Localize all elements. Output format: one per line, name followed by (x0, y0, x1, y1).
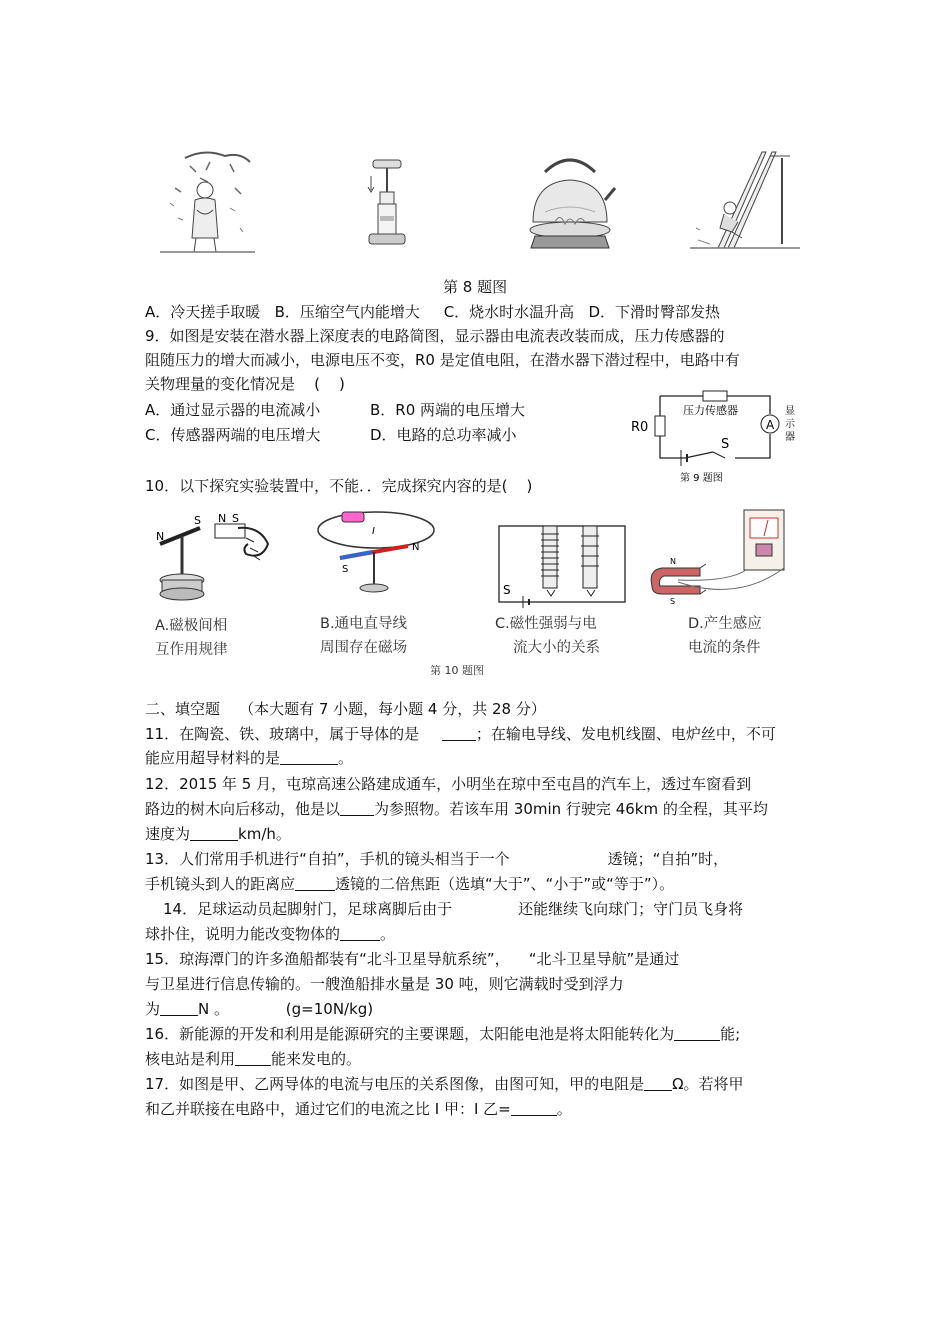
slide-figure (690, 148, 800, 258)
q10-figure-d (648, 506, 808, 610)
q15-line2: 与卫星进行信息传输的。一艘渔船排水量是 30 吨，则它满载时受到浮力 (145, 975, 624, 993)
fig8-caption: 第 8 题图 (443, 278, 508, 296)
q10-caption-a1: A.磁极间相 (155, 618, 228, 634)
q10-caption-c1: C.磁性强弱与电 (495, 616, 597, 632)
air-pump-figure (365, 158, 410, 250)
svg-text:S: S (503, 583, 511, 597)
q10-figure-b (310, 500, 440, 600)
q13-blank-2[interactable] (295, 874, 335, 891)
display-label-2: 示 (785, 419, 795, 430)
q10-figure-a (150, 508, 280, 608)
switch-label: S (721, 437, 730, 452)
q12-line2: 路边的树木向后移动，他是以 为参照物。若该车用 30min 行驶完 46km 的全程，其平均 (145, 800, 768, 818)
svg-text:S: S (670, 597, 676, 606)
q10-caption-b2: 周围存在磁场 (320, 640, 407, 656)
q9-line1: 9．如图是安装在潜水器上深度表的电路简图，显示器由电流表改装而成，压力传感器的 (145, 327, 725, 345)
q10-figure-c (495, 516, 630, 608)
q11-line1: 11．在陶瓷、铁、玻璃中，属于导体的是 ；在输电导线、发电机线圈、电炉丝中，不可 (145, 725, 776, 743)
q15-blank[interactable] (160, 999, 198, 1016)
q13-line2: 手机镜头到人的距离应 透镜的二倍焦距（选填“大于”、“小于”或“等于”）。 (145, 875, 675, 893)
svg-text:N: N (412, 542, 420, 553)
q9-line3: 关物理量的变化情况是 ( ) (145, 375, 345, 393)
q11-line2: 能应用超导材料的是 。 (145, 749, 354, 767)
svg-text:N: N (670, 557, 676, 566)
q10-caption-b1: B.通电直导线 (320, 616, 408, 632)
q14-line1: 14．足球运动员起脚射门，足球离脚后由于 还能继续飞向球门；守门员飞身将 (163, 900, 744, 918)
ammeter-label: A (766, 418, 775, 432)
r0-resistor (655, 416, 665, 436)
q15-line3: 为 N 。 (g=10N/kg) (145, 1000, 374, 1018)
q13-line1: 13．人们常用手机进行“自拍”，手机的镜头相当于一个 透镜；“自拍”时， (145, 850, 729, 868)
q15-line1: 15．琼海潭门的许多渔船都装有“北斗卫星导航系统”， “北斗卫星导航”是通过 (145, 950, 680, 968)
q11-blank-2[interactable] (280, 748, 338, 765)
section-2-heading: 二、填空题 （本大题有 7 小题，每小题 4 分，共 28 分） (145, 700, 546, 718)
svg-text:S: S (232, 512, 239, 525)
q9-option-c: C．传感器两端的电压增大 (145, 426, 321, 444)
q9-option-d: D．电路的总功率减小 (370, 426, 517, 444)
q10-caption-d2: 电流的条件 (688, 640, 761, 656)
svg-text:S: S (194, 514, 201, 527)
fixed-resistor (703, 391, 727, 401)
r0-label: R0 (631, 420, 649, 435)
q11-blank-1[interactable] (442, 724, 476, 741)
q12-blank-1[interactable] (340, 799, 374, 816)
q10-caption-c2: 流大小的关系 (513, 640, 600, 656)
q9-circuit-diagram (625, 386, 805, 486)
q9-line2: 阻随压力的增大而减小，电源电压不变，R0 是定值电阻，在潜水器下潜过程中，电路中有 (145, 351, 740, 369)
svg-text:S: S (342, 564, 349, 575)
snowman-hands-figure (160, 148, 255, 258)
q17-line1: 17．如图是甲、乙两导体的电流与电压的关系图像，由图可知，甲的电阻是 Ω。若将甲 (145, 1075, 744, 1093)
svg-text:N: N (156, 530, 165, 543)
q10-caption-a2: 互作用规律 (155, 642, 228, 658)
q14-line2: 球扑住，说明力能改变物体的 。 (145, 925, 396, 943)
q14-blank-2[interactable] (340, 924, 380, 941)
svg-text:I: I (372, 526, 375, 537)
q16-line1: 16．新能源的开发和利用是能源研究的主要课题，太阳能电池是将太阳能转化为 能; (145, 1025, 741, 1043)
q12-line1: 12．2015 年 5 月，屯琼高速公路建成通车，小明坐在琼中至屯昌的汽车上，透过车窗看到 (145, 775, 752, 793)
q17-blank-1[interactable] (644, 1074, 672, 1091)
q9-option-a: A．通过显示器的电流减小 (145, 401, 321, 419)
q16-line2: 核电站是利用 能来发电的。 (145, 1050, 362, 1068)
q17-line2: 和乙并联接在电路中，通过它们的电流之比 I 甲：I 乙= 。 (145, 1100, 572, 1118)
q8-options: A．冷天搓手取暖 B．压缩空气内能增大 C．烧水时水温升高 D．下滑时臀部发热 (145, 303, 721, 321)
q17-blank-2[interactable] (511, 1099, 557, 1116)
display-label-1: 显 (785, 406, 795, 417)
kettle-figure (525, 152, 615, 258)
q12-blank-2[interactable] (190, 824, 238, 841)
q10-stem: 10．以下探究实验装置中，不能．．完成探究内容的是( ) (145, 477, 533, 495)
q10-caption-d1: D.产生感应 (688, 616, 762, 632)
q16-blank-1[interactable] (674, 1024, 720, 1041)
svg-text:N: N (218, 512, 227, 525)
display-label-3: 器 (785, 432, 795, 443)
q9-option-b: B．R0 两端的电压增大 (370, 401, 526, 419)
sensor-label: 压力传感器 (683, 404, 738, 417)
q16-blank-2[interactable] (235, 1049, 271, 1066)
q10-figure-caption: 第 10 题图 (430, 664, 484, 677)
q12-line3: 速度为 km/h。 (145, 825, 291, 843)
q9-figure-caption: 第 9 题图 (680, 473, 723, 484)
